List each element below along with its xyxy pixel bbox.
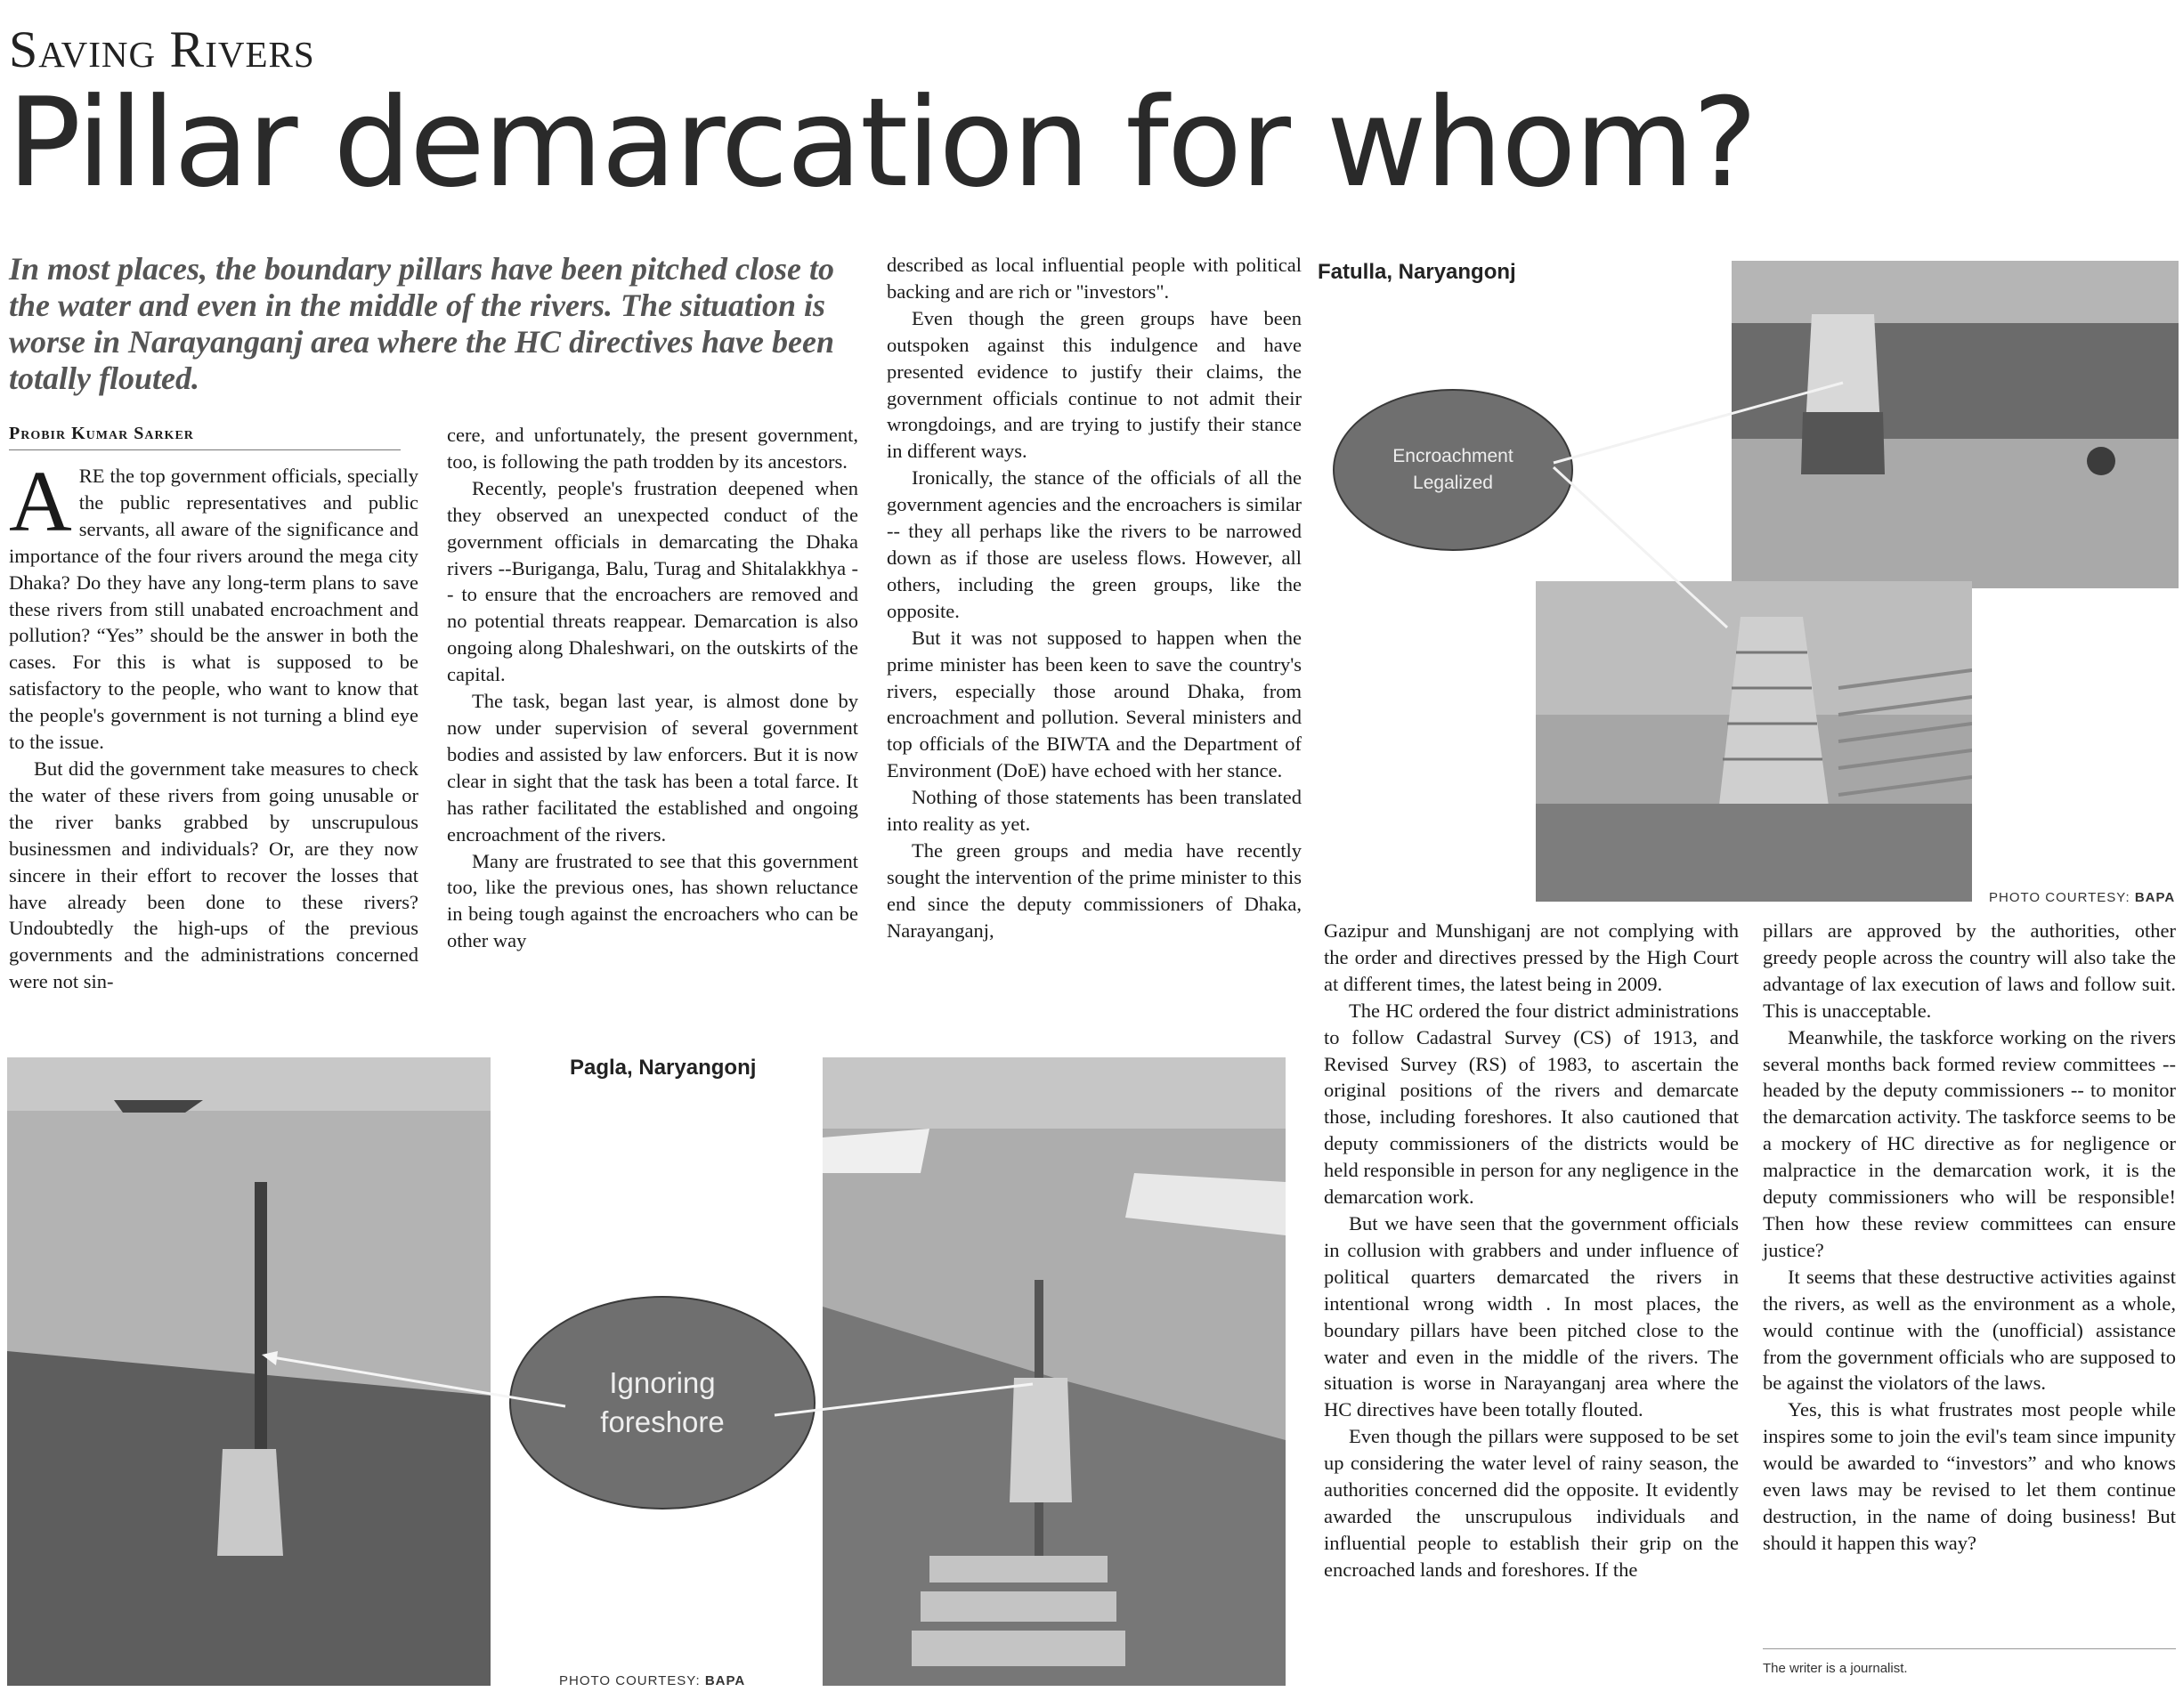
deck-summary: In most places, the boundary pillars have been pitched close to the water and even in the middle of the rivers. The situation is worse in Narayanganj area where the HC directives have been totally flouted. bbox=[9, 251, 834, 396]
paragraph: It seems that these destructive activities against the rivers, as well as the environment as a whole, would continue with the (unofficial) assistance from the government officials who are supposed to be against the violators of the laws. bbox=[1763, 1265, 2176, 1395]
photo-credit-fatulla: PHOTO COURTESY: BAPA bbox=[1989, 890, 2176, 905]
paragraph: Even though the pillars were supposed to be set up considering the water level of rainy season, the authorities concerned did the opposite. It evidently awarded the unscrupulous individuals and influential people to establish their grip on the encroached lands and foreshores. If the bbox=[1324, 1425, 1739, 1581]
paragraph: described as local influential people with political backing and are rich or ''investors". bbox=[887, 254, 1302, 303]
paragraph: Even though the green groups have been outspoken against this indulgence and have presented evidence to justify their claims, the government officials continue to not admit their wrongdoings, and are trying to justify their stance in different ways. bbox=[887, 306, 1302, 463]
byline: Probir Kumar Sarker bbox=[9, 424, 401, 450]
paragraph: Ironically, the stance of the officials of all the government agencies and the encroachers is similar -- they all perhaps like the rivers to be narrowed down as if those are useless flows. However, all others, including the green groups, like the opposite. bbox=[887, 466, 1302, 622]
figure-caption-pagla: Pagla, Naryangonj bbox=[570, 1056, 757, 1080]
paragraph: Gazipur and Munshiganj are not complying with the order and directives pressed by the High Court at different times, the latest being in 2009. bbox=[1324, 919, 1739, 995]
callout-arrows bbox=[1549, 374, 1941, 641]
column-1 bbox=[9, 454, 418, 995]
column-5 bbox=[1763, 918, 2176, 1557]
paragraph: Many are frustrated to see that this government too, like the previous ones, has shown reluctance in being tough against the encroachers who can be other way bbox=[447, 849, 858, 952]
divider bbox=[1763, 1648, 2176, 1649]
paragraph: Recently, people's frustration deepened when they observed an unexpected conduct of the government officials in demarcating the Dhaka rivers --Buriganga, Balu, Turag and Shitalakkhya -- to ensure that the encroachers are removed and no potential threats reappear. Demarcation is also ongoing along Dhaleshwari, on the outskirts of the capital. bbox=[447, 476, 858, 686]
column-3 bbox=[887, 252, 1302, 944]
paragraph: The green groups and media have recently sought the intervention of the prime minister to this end since the deputy commissioners of Dhaka, Narayanganj, bbox=[887, 838, 1302, 942]
paragraph: Nothing of those statements has been translated into reality as yet. bbox=[887, 786, 1302, 836]
paragraph: The HC ordered the four district administrations to follow Cadastral Survey (CS) of 1913, and Revised Survey (RS) of 1983, to ascertain the original positions of the rivers and demarcate those, including foreshores. It also cautioned that deputy commissioners of the districts would be held responsible in person for any negligence in the demarcation work. bbox=[1324, 999, 1739, 1209]
paragraph: But did the government take measures to check the water of these rivers from going unusable or the river banks grabbed by unscrupulous businessmen and individuals? Or, are they now sincere in their effort to recover the losses that have already been done to these rivers? Undoubtedly the high-ups of the previous governments and the administrations concerned were not sin- bbox=[9, 757, 418, 993]
figure-caption-fatulla: Fatulla, Naryangonj bbox=[1318, 260, 1516, 284]
paragraph: ARE the top government officials, specially the public representatives and public servants, all aware of the significance and importance of the four rivers around the mega city Dhaka? Do they have any long-term plans to save these rivers from still unabated encroachment and pollution? “Yes” should be the answer in both the cases. For this is what is supposed to be satisfactory to the people, who want to know that the people's government is not turning a blind eye to the issue. bbox=[9, 454, 418, 754]
callout-ignoring-foreshore: Ignoring foreshore bbox=[509, 1296, 816, 1510]
drop-cap: A bbox=[9, 454, 72, 550]
paragraph: But we have seen that the government officials in collusion with grabbers and under influence of political quarters demarcated the rivers in intentional wrong width . In most places, the boundary pillars have been pitched close to the water and even in the middle of the rivers. The situation is worse in Narayanganj area where the HC directives have been totally flouted. bbox=[1324, 1211, 1739, 1421]
headline: Pillar demarcation for whom? bbox=[7, 71, 1757, 215]
paragraph: Meanwhile, the taskforce working on the rivers several months back formed review committees -- headed by the deputy commissioners -- to monitor the demarcation activity. The taskforce seems to be a mockery of HC directive as for negligence or malpractice in the demarcation work, it is the deputy commissioners who will be responsible! Then how these review committees can ensure justice? bbox=[1763, 1025, 2176, 1261]
photo-credit-pagla: PHOTO COURTESY: BAPA bbox=[559, 1673, 746, 1688]
section-kicker: Saving Rivers bbox=[9, 20, 315, 78]
callout-arrows bbox=[249, 1335, 1051, 1460]
writer-note: The writer is a journalist. bbox=[1763, 1661, 1908, 1676]
column-2 bbox=[447, 422, 858, 954]
column-4 bbox=[1324, 918, 1739, 1583]
paragraph: cere, and unfortunately, the present government, too, is following the path trodden by its ancestors. bbox=[447, 424, 858, 473]
paragraph: Yes, this is what frustrates most people while inspires some to join the evil's team since impunity would be awarded to “investors” and who knows even laws may be revised to let them continue destruction, in the name of doing business! But should it happen this way? bbox=[1763, 1398, 2176, 1554]
paragraph: pillars are approved by the authorities, other greedy people across the country will also take the advantage of lax execution of laws and follow suit. This is unacceptable. bbox=[1763, 919, 2176, 1022]
paragraph: But it was not supposed to happen when the prime minister has been keen to save the country's rivers, especially those around Dhaka, from encroachment and pollution. Several ministers and top officials of the BIWTA and the Department of Environment (DoE) have echoed with her stance. bbox=[887, 626, 1302, 782]
callout-encroachment-legalized: Encroachment Legalized bbox=[1333, 389, 1573, 551]
paragraph: The task, began last year, is almost done by now under supervision of several government bodies and assisted by law enforcers. But it is now clear in sight that the task has been a total farce. It has rather facilitated the established and ongoing encroachment of the rivers. bbox=[447, 690, 858, 846]
